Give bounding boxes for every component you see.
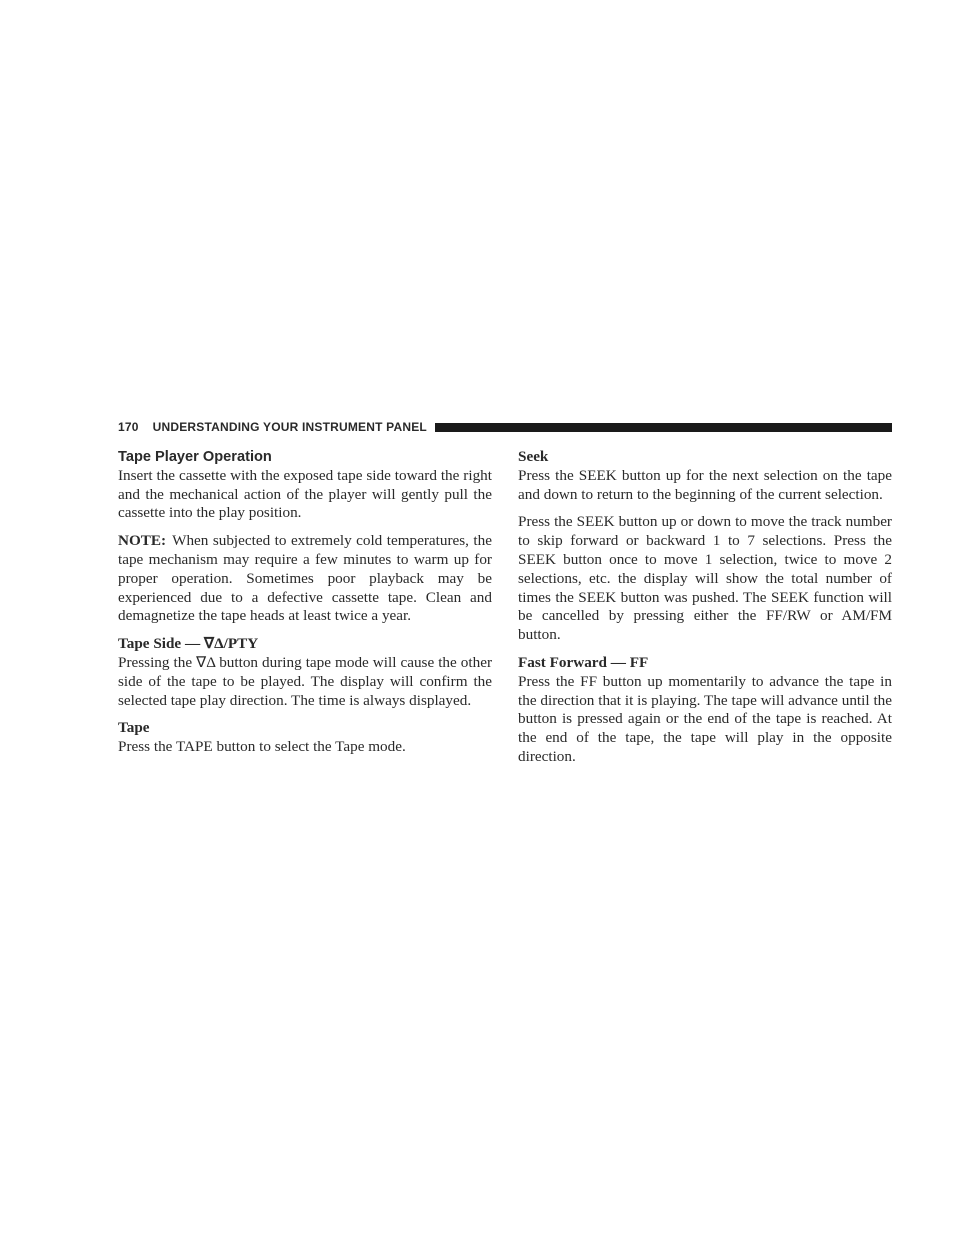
- heading-seek: Seek: [518, 448, 549, 465]
- heading-tape: Tape: [118, 719, 150, 737]
- heading-tape-player-operation: Tape Player Operation: [118, 449, 272, 465]
- left-column: [118, 448, 492, 766]
- note-text: When subjected to extremely cold temperatures, the tape mechanism may require a few minutes to warm up for proper operation. Sometimes poor playback may be experienced due to a defective cassette tape. Clean and demagnetize the tape heads at least twice a year.: [118, 532, 492, 625]
- paragraph-tape: Press the TAPE button to select the Tape mode.: [118, 738, 406, 756]
- page-number: 170: [118, 420, 139, 434]
- paragraph-seek-2: Press the SEEK button up or down to move the track number to skip forward or backward 1 to 7 selections. Press the SEEK button once to move 1 selection, twice to move 2 selections, etc. the display will show the total number of times the SEEK button was pushed. The SEEK function will be cancelled by pressing either the FF/RW or AM/FM button.: [518, 513, 892, 644]
- heading-fast-forward: Fast Forward — FF: [518, 653, 649, 671]
- note-paragraph: [118, 532, 492, 626]
- page-header: [118, 419, 892, 435]
- header-rule: [435, 423, 892, 432]
- paragraph-insert-cassette: Insert the cassette with the exposed tape side toward the right and the mechanical action of the player will gently pull the cassette into the play position.: [118, 466, 492, 522]
- paragraph-fast-forward: Press the FF button up momentarily to advance the tape in the direction that it is playing. The tape will advance until the button is pressed again or the end of the tape is reached. At the end of the tape, the tape will play in the opposite direction.: [518, 672, 892, 765]
- paragraph-seek-1: Press the SEEK button up for the next selection on the tape and down to return to the beginning of the current selection.: [518, 466, 892, 503]
- section-title: UNDERSTANDING YOUR INSTRUMENT PANEL: [152, 420, 427, 434]
- heading-tape-side: Tape Side — ∇Δ/PTY: [118, 635, 259, 653]
- note-label: NOTE:: [118, 532, 167, 550]
- paragraph-tape-side: Pressing the ∇Δ button during tape mode will cause the other side of the tape to be played. The display will confirm the selected tape play direction. The time is always displayed.: [118, 653, 492, 709]
- right-column: [518, 448, 892, 776]
